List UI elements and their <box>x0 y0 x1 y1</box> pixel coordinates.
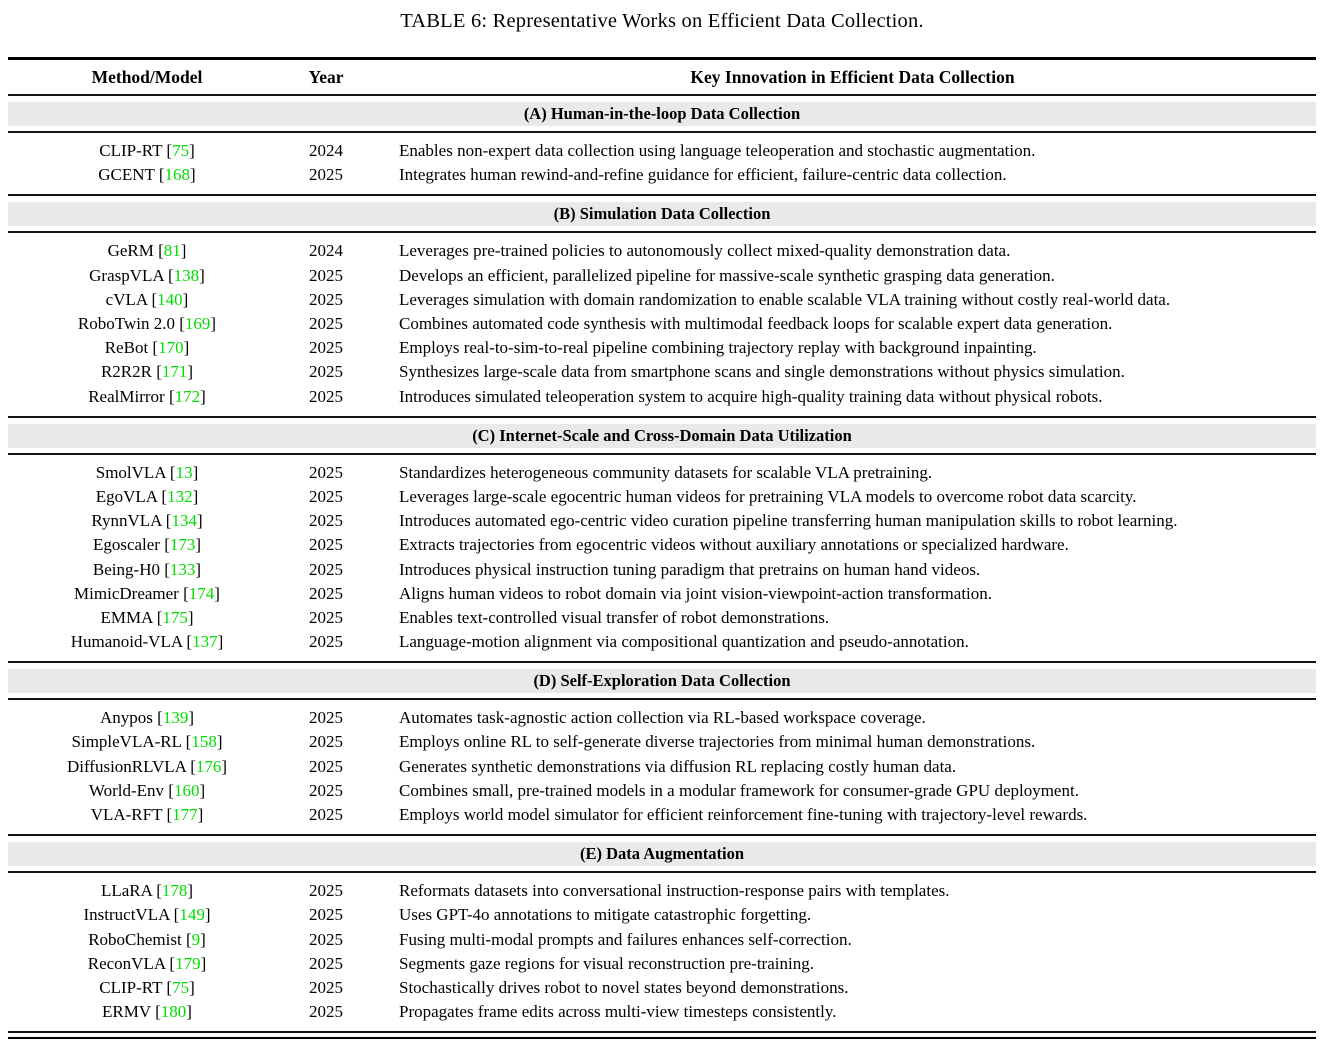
citation-open-bracket: [ <box>157 486 168 506</box>
table-row <box>8 879 1316 903</box>
citation-link[interactable]: 133 <box>169 559 196 579</box>
method-name: Being-H0 <box>92 559 160 579</box>
method-name: DiffusionRLVLA <box>66 756 186 776</box>
year-cell: 2025 <box>309 583 343 603</box>
table-row <box>8 706 1316 730</box>
year-cell: 2024 <box>309 241 343 261</box>
citation-close-bracket: ] <box>217 632 224 652</box>
citation-close-bracket: ] <box>210 314 217 334</box>
method-cell <box>8 165 286 185</box>
method-name: CLIP-RT <box>99 141 163 161</box>
table-row <box>8 755 1316 779</box>
citation-link[interactable]: 160 <box>173 780 200 800</box>
method-cell <box>8 535 286 555</box>
table-row <box>8 485 1316 509</box>
year-cell: 2025 <box>309 881 343 901</box>
table-row <box>8 509 1316 533</box>
citation-link[interactable]: 174 <box>188 583 215 603</box>
method-name: MimicDreamer <box>74 583 179 603</box>
section-rows <box>8 133 1316 194</box>
section-header-band <box>8 842 1316 866</box>
method-cell <box>8 463 286 483</box>
year-cell: 2025 <box>309 462 343 482</box>
year-cell: 2025 <box>309 929 343 949</box>
method-cell <box>8 805 286 825</box>
method-cell <box>8 954 286 974</box>
method-name: cVLA <box>105 289 148 309</box>
method-cell <box>8 141 286 161</box>
method-cell <box>8 314 286 334</box>
citation-close-bracket: ] <box>187 881 194 901</box>
year-cell: 2025 <box>309 953 343 973</box>
method-cell <box>8 608 286 628</box>
page-title-area <box>0 0 1324 57</box>
citation-open-bracket: [ <box>148 338 159 358</box>
innovation-cell: Reformats datasets into conversational instruction-response pairs with templates. <box>399 881 950 901</box>
citation-link[interactable]: 139 <box>162 708 189 728</box>
citation-close-bracket: ] <box>189 977 195 997</box>
method-cell <box>8 560 286 580</box>
bottom-rule-thick <box>8 1037 1316 1040</box>
year-cell: 2025 <box>309 511 343 531</box>
table-body <box>8 96 1316 1039</box>
section-header-label: (B) Simulation Data Collection <box>553 204 771 224</box>
citation-open-bracket: [ <box>152 708 163 728</box>
table-row <box>8 803 1316 827</box>
section-header-label: (A) Human-in-the-loop Data Collection <box>523 104 801 123</box>
table-section <box>8 196 1316 417</box>
citation-link[interactable]: 132 <box>167 486 193 506</box>
citation-open-bracket: [ <box>181 732 192 752</box>
method-name: World-Env <box>88 780 165 800</box>
year-cell: 2025 <box>309 338 343 358</box>
citation-close-bracket: ] <box>221 756 228 776</box>
citation-close-bracket: ] <box>186 1002 192 1022</box>
year-cell: 2025 <box>309 165 343 185</box>
innovation-cell: Combines automated code synthesis with multimodal feedback loops for scalable expert data generation. <box>399 314 1113 334</box>
method-name: RoboTwin 2.0 <box>77 314 175 334</box>
innovation-cell: Extracts trajectories from egocentric videos without auxiliary annotations or specialized hardware. <box>399 535 1069 555</box>
column-header-year: Year <box>308 66 344 87</box>
table-row <box>8 630 1316 654</box>
table-section <box>8 663 1316 836</box>
method-cell <box>8 338 286 358</box>
section-header-band <box>8 669 1316 693</box>
year-cell: 2025 <box>309 314 343 334</box>
table-row <box>8 557 1316 581</box>
innovation-cell: Uses GPT-4o annotations to mitigate catastrophic forgetting. <box>399 905 812 925</box>
method-cell <box>8 781 286 801</box>
citation-close-bracket: ] <box>199 265 205 285</box>
citation-open-bracket: [ <box>181 929 192 949</box>
citation-link[interactable]: 149 <box>179 905 205 925</box>
citation-link[interactable]: 180 <box>160 1002 187 1022</box>
innovation-cell: Synthesizes large-scale data from smartphone scans and single demonstrations without physics simulation. <box>399 362 1125 382</box>
citation-link[interactable]: 9 <box>191 929 201 949</box>
citation-open-bracket: [ <box>178 583 189 603</box>
citation-open-bracket: [ <box>162 805 173 825</box>
method-cell <box>8 266 286 286</box>
method-name: RynnVLA <box>91 511 162 531</box>
section-header-label: (D) Self-Exploration Data Collection <box>533 671 791 691</box>
method-cell <box>8 241 286 261</box>
method-cell <box>8 511 286 531</box>
innovation-cell: Leverages large-scale egocentric human videos for pretraining VLA models to overcome robot data scarcity. <box>399 486 1137 506</box>
year-cell: 2025 <box>309 1002 343 1022</box>
table-row <box>8 288 1316 312</box>
citation-close-bracket: ] <box>183 338 190 358</box>
data-table <box>8 57 1316 1039</box>
method-name: Egoscaler <box>92 535 160 555</box>
column-header-key-innovation: Key Innovation in Efficient Data Collection <box>690 66 1015 87</box>
method-name: EgoVLA <box>95 486 158 506</box>
citation-link[interactable]: 173 <box>169 535 196 555</box>
innovation-cell: Enables text-controlled visual transfer of robot demonstrations. <box>399 607 830 627</box>
table-row <box>8 730 1316 754</box>
innovation-cell: Introduces automated ego-centric video curation pipeline transferring human manipulation skills to robot learning. <box>399 511 1178 531</box>
citation-close-bracket: ] <box>216 732 223 752</box>
citation-open-bracket: [ <box>150 1002 161 1022</box>
innovation-cell: Stochastically drives robot to novel states beyond demonstrations. <box>399 977 849 997</box>
citation-close-bracket: ] <box>200 953 207 973</box>
section-header-band <box>8 102 1316 126</box>
table-row <box>8 952 1316 976</box>
innovation-cell: Automates task-agnostic action collection via RL-based workspace coverage. <box>399 708 926 728</box>
innovation-cell: Develops an efficient, parallelized pipeline for massive-scale synthetic grasping data generation. <box>399 265 1055 285</box>
citation-link[interactable]: 140 <box>157 289 183 309</box>
citation-link[interactable]: 75 <box>172 977 190 997</box>
citation-close-bracket: ] <box>200 929 206 949</box>
citation-close-bracket: ] <box>200 386 206 406</box>
method-cell <box>8 387 286 407</box>
innovation-cell: Leverages pre-trained policies to autonomously collect mixed-quality demonstration data. <box>399 241 1011 261</box>
citation-close-bracket: ] <box>190 165 196 185</box>
citation-link[interactable]: 170 <box>158 338 184 358</box>
method-name: Humanoid-VLA <box>70 632 183 652</box>
citation-close-bracket: ] <box>189 141 195 161</box>
citation-link[interactable]: 158 <box>191 732 217 752</box>
citation-open-bracket: [ <box>164 780 174 800</box>
citation-open-bracket: [ <box>153 241 164 261</box>
citation-open-bracket: [ <box>182 632 193 652</box>
method-name: EMMA <box>100 607 153 627</box>
section-rows <box>8 455 1316 662</box>
year-cell: 2025 <box>309 805 343 825</box>
innovation-cell: Propagates frame edits across multi-view timesteps consistently. <box>399 1002 837 1022</box>
innovation-cell: Standardizes heterogeneous community datasets for scalable VLA pretraining. <box>399 462 933 482</box>
table-section <box>8 418 1316 664</box>
innovation-cell: Employs online RL to self-generate diverse trajectories from minimal human demonstrations. <box>399 732 1036 752</box>
method-cell <box>8 905 286 925</box>
year-cell: 2025 <box>309 289 343 309</box>
method-cell <box>8 978 286 998</box>
table-row <box>8 312 1316 336</box>
section-header-band <box>8 424 1316 448</box>
method-cell <box>8 881 286 901</box>
method-cell <box>8 732 286 752</box>
citation-link[interactable]: 175 <box>162 607 188 627</box>
citation-open-bracket: [ <box>159 559 170 579</box>
table-row <box>8 336 1316 360</box>
method-name: CLIP-RT <box>99 977 163 997</box>
method-cell <box>8 290 286 310</box>
innovation-cell: Combines small, pre-trained models in a modular framework for consumer-grade GPU deployment. <box>399 780 1079 800</box>
citation-close-bracket: ] <box>214 583 220 603</box>
table-row <box>8 360 1316 384</box>
table-row <box>8 239 1316 263</box>
citation-close-bracket: ] <box>187 362 194 382</box>
table-row <box>8 903 1316 927</box>
year-cell: 2025 <box>309 780 343 800</box>
year-cell: 2025 <box>309 362 343 382</box>
table-bottom-double-rule <box>8 1031 1316 1039</box>
innovation-cell: Leverages simulation with domain randomization to enable scalable VLA training without costly real-world data. <box>399 289 1171 309</box>
table-row <box>8 385 1316 409</box>
citation-close-bracket: ] <box>199 780 206 800</box>
table-section <box>8 96 1316 196</box>
innovation-cell: Integrates human rewind-and-refine guidance for efficient, failure-centric data collection. <box>399 165 1007 185</box>
citation-open-bracket: [ <box>154 165 165 185</box>
citation-link[interactable]: 168 <box>164 165 191 185</box>
method-cell <box>8 487 286 507</box>
citation-close-bracket: ] <box>187 607 194 627</box>
section-header-label: (E) Data Augmentation <box>579 844 745 864</box>
year-cell: 2024 <box>309 141 343 161</box>
method-name: RoboChemist <box>88 929 182 949</box>
year-cell: 2025 <box>309 607 343 627</box>
innovation-cell: Language-motion alignment via compositional quantization and pseudo-annotation. <box>399 632 969 652</box>
citation-link[interactable]: 172 <box>174 386 201 406</box>
method-cell <box>8 362 286 382</box>
citation-close-bracket: ] <box>204 905 211 925</box>
citation-open-bracket: [ <box>174 314 185 334</box>
method-name: SmolVLA <box>95 462 166 482</box>
citation-close-bracket: ] <box>192 486 199 506</box>
citation-close-bracket: ] <box>188 708 194 728</box>
year-cell: 2025 <box>309 265 343 285</box>
year-cell: 2025 <box>309 708 343 728</box>
method-name: ReconVLA <box>87 953 166 973</box>
innovation-cell: Aligns human videos to robot domain via joint vision-viewpoint-action transformation. <box>399 583 993 603</box>
citation-open-bracket: [ <box>162 141 173 161</box>
table-row <box>8 1000 1316 1024</box>
table-row <box>8 606 1316 630</box>
table-row <box>8 976 1316 1000</box>
citation-close-bracket: ] <box>197 805 204 825</box>
citation-link[interactable]: 178 <box>161 881 188 901</box>
column-header-method-model: Method/Model <box>91 66 203 87</box>
table-caption: TABLE 6: Representative Works on Efficient Data Collection. <box>400 10 924 32</box>
year-cell: 2025 <box>309 756 343 776</box>
year-cell: 2025 <box>309 977 343 997</box>
citation-link[interactable]: 169 <box>184 314 211 334</box>
table-header-row <box>8 60 1316 94</box>
citation-link[interactable]: 138 <box>173 265 200 285</box>
citation-open-bracket: [ <box>151 881 162 901</box>
citation-link[interactable]: 137 <box>192 632 218 652</box>
citation-close-bracket: ] <box>182 289 189 309</box>
method-name: R2R2R <box>100 362 152 382</box>
citation-close-bracket: ] <box>195 535 202 555</box>
table-row <box>8 264 1316 288</box>
innovation-cell: Generates synthetic demonstrations via diffusion RL replacing costly human data. <box>399 756 957 776</box>
method-cell <box>8 632 286 652</box>
method-cell <box>8 708 286 728</box>
innovation-cell: Employs world model simulator for efficient reinforcement fine-tuning with trajectory-level rewards. <box>399 805 1088 825</box>
citation-open-bracket: [ <box>159 535 170 555</box>
citation-link[interactable]: 134 <box>171 511 197 531</box>
citation-open-bracket: [ <box>163 265 174 285</box>
citation-open-bracket: [ <box>152 607 163 627</box>
section-header-band <box>8 202 1316 226</box>
method-name: SimpleVLA-RL <box>71 732 182 752</box>
table-row <box>8 139 1316 163</box>
year-cell: 2025 <box>309 732 343 752</box>
method-name: InstructVLA <box>83 905 170 925</box>
table-row <box>8 928 1316 952</box>
method-cell <box>8 1002 286 1022</box>
method-cell <box>8 757 286 777</box>
table-row <box>8 461 1316 485</box>
method-name: RealMirror <box>88 386 165 406</box>
method-name: ReBot <box>104 338 149 358</box>
citation-open-bracket: [ <box>147 289 158 309</box>
innovation-cell: Fusing multi-modal prompts and failures enhances self-correction. <box>399 929 852 949</box>
citation-open-bracket: [ <box>165 462 176 482</box>
method-name: LLaRA <box>100 881 152 901</box>
citation-link[interactable]: 177 <box>172 805 198 825</box>
citation-link[interactable]: 75 <box>172 141 190 161</box>
citation-close-bracket: ] <box>195 559 202 579</box>
method-name: ERMV <box>102 1002 151 1022</box>
method-name: GCENT <box>98 165 155 185</box>
table-row <box>8 533 1316 557</box>
citation-open-bracket: [ <box>185 756 196 776</box>
table-section <box>8 836 1316 1039</box>
section-rows <box>8 233 1316 415</box>
method-name: Anypos <box>100 708 153 728</box>
citation-link[interactable]: 81 <box>163 241 181 261</box>
citation-link[interactable]: 13 <box>175 462 193 482</box>
innovation-cell: Introduces simulated teleoperation system to acquire high-quality training data without physical robots. <box>399 386 1103 406</box>
citation-open-bracket: [ <box>162 977 173 997</box>
table-row <box>8 779 1316 803</box>
innovation-cell: Enables non-expert data collection using language teleoperation and stochastic augmentation. <box>399 141 1036 161</box>
method-cell <box>8 930 286 950</box>
citation-open-bracket: [ <box>165 953 176 973</box>
method-name: GeRM <box>107 241 154 261</box>
year-cell: 2025 <box>309 386 343 406</box>
citation-open-bracket: [ <box>169 905 180 925</box>
citation-link[interactable]: 179 <box>175 953 201 973</box>
year-cell: 2025 <box>309 486 343 506</box>
citation-open-bracket: [ <box>151 362 162 382</box>
year-cell: 2025 <box>309 632 343 652</box>
year-cell: 2025 <box>309 559 343 579</box>
citation-open-bracket: [ <box>164 386 175 406</box>
citation-close-bracket: ] <box>192 462 199 482</box>
method-name: GraspVLA <box>89 265 164 285</box>
citation-open-bracket: [ <box>161 511 172 531</box>
citation-close-bracket: ] <box>180 241 187 261</box>
innovation-cell: Segments gaze regions for visual reconstruction pre-training. <box>399 953 814 973</box>
innovation-cell: Employs real-to-sim-to-real pipeline combining trajectory replay with background inpainting. <box>399 338 1037 358</box>
section-rows <box>8 700 1316 834</box>
section-header-label: (C) Internet-Scale and Cross-Domain Data Utilization <box>472 425 852 445</box>
table-row <box>8 163 1316 187</box>
citation-link[interactable]: 176 <box>195 756 222 776</box>
citation-close-bracket: ] <box>196 511 203 531</box>
method-name: VLA-RFT <box>90 805 163 825</box>
year-cell: 2025 <box>309 905 343 925</box>
innovation-cell: Introduces physical instruction tuning paradigm that pretrains on human hand videos. <box>399 559 981 579</box>
section-rows <box>8 873 1316 1031</box>
table-row <box>8 582 1316 606</box>
method-cell <box>8 584 286 604</box>
year-cell: 2025 <box>309 535 343 555</box>
citation-link[interactable]: 171 <box>161 362 188 382</box>
